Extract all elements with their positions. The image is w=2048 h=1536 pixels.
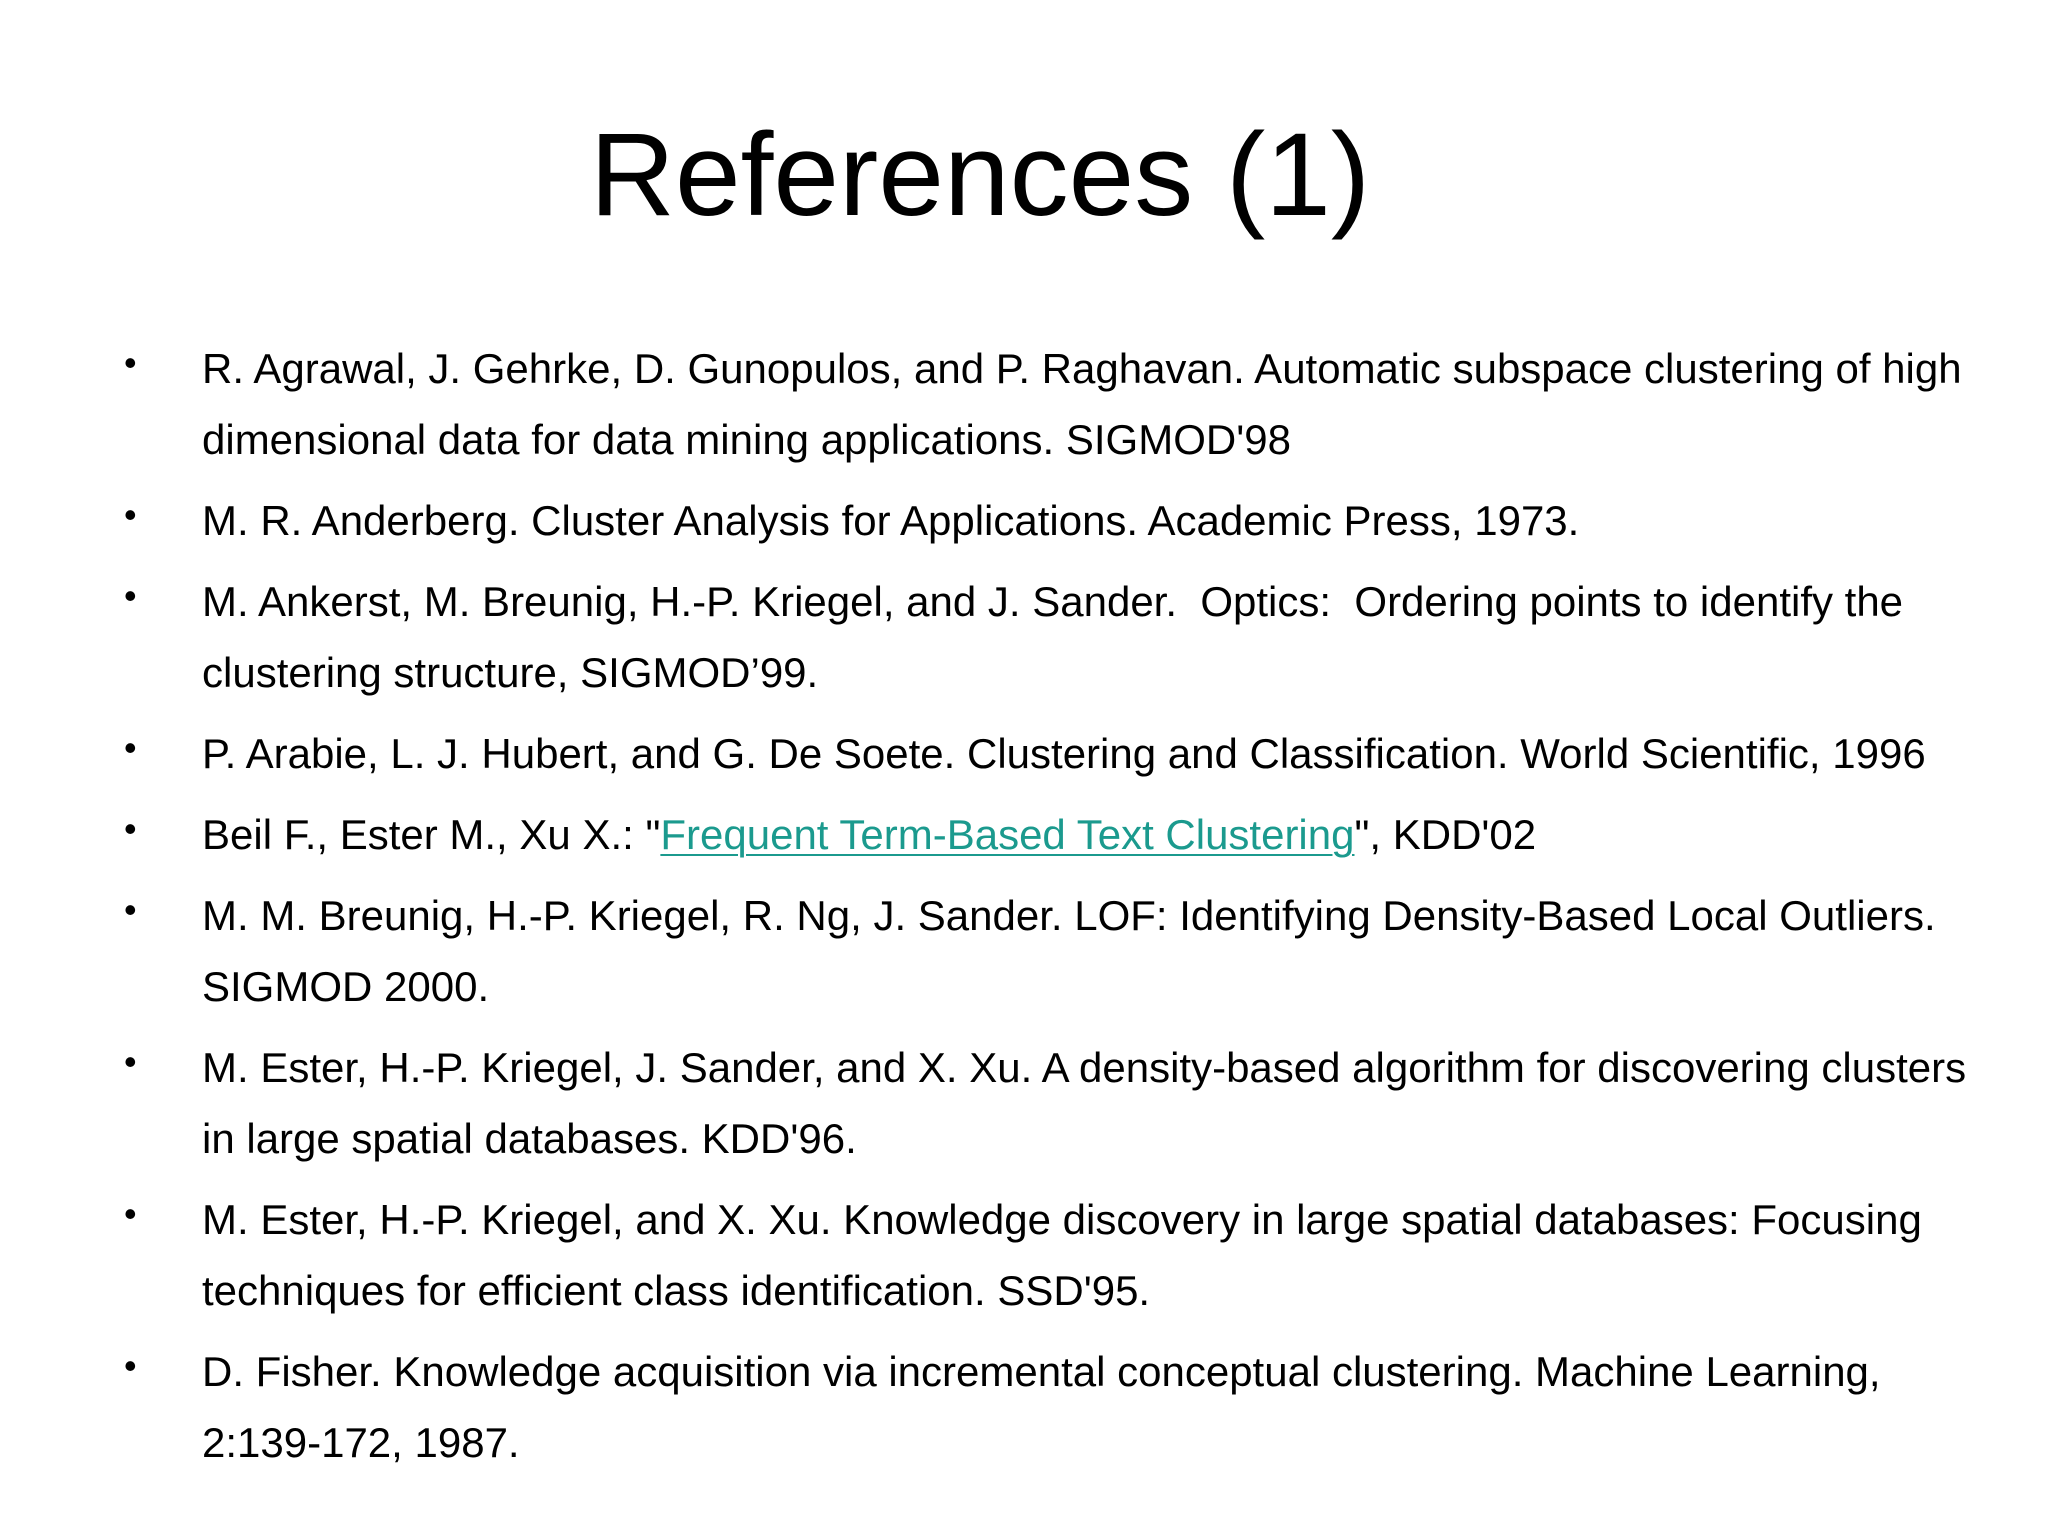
reference-item bbox=[120, 333, 2000, 475]
reference-text: M. Ester, H.-P. Kriegel, and X. Xu. Knowledge discovery in large spatial databases: Focusing techniques for efficient class identification. SSD'95. bbox=[202, 1196, 1922, 1314]
reference-item bbox=[120, 1184, 2000, 1326]
reference-item bbox=[120, 485, 2000, 556]
bullet-icon: • bbox=[124, 342, 137, 383]
reference-item bbox=[120, 566, 2000, 708]
reference-text: M. M. Breunig, H.-P. Kriegel, R. Ng, J. Sander. LOF: Identifying Density-Based Local Outliers. SIGMOD 2000. bbox=[202, 892, 1936, 1010]
reference-text-suffix: ", KDD'02 bbox=[1354, 811, 1537, 858]
bullet-icon: • bbox=[124, 727, 137, 768]
reference-item bbox=[120, 1336, 2000, 1478]
reference-text: R. Agrawal, J. Gehrke, D. Gunopulos, and P. Raghavan. Automatic subspace clustering of high dimensional data for data mining applications. SIGMOD'98 bbox=[202, 345, 1962, 463]
reference-text-prefix: Beil F., Ester M., Xu X.: " bbox=[202, 811, 661, 858]
bullet-icon: • bbox=[124, 494, 137, 535]
bullet-icon: • bbox=[124, 575, 137, 616]
bullet-icon: • bbox=[124, 1193, 137, 1234]
reference-text: M. Ankerst, M. Breunig, H.-P. Kriegel, and J. Sander. Optics: Ordering points to identify the clustering structure, SIGMOD’99. bbox=[202, 578, 1915, 696]
bullet-icon: • bbox=[124, 889, 137, 930]
reference-item bbox=[120, 1032, 2000, 1174]
bullet-icon: • bbox=[124, 1041, 137, 1082]
reference-text: D. Fisher. Knowledge acquisition via incremental conceptual clustering. Machine Learning, 2:139-172, 1987. bbox=[202, 1348, 1881, 1466]
bullet-icon: • bbox=[124, 808, 137, 849]
reference-text: M. R. Anderberg. Cluster Analysis for Applications. Academic Press, 1973. bbox=[202, 497, 1580, 544]
reference-item bbox=[120, 880, 2000, 1022]
reference-item bbox=[120, 718, 2000, 789]
reference-item bbox=[120, 799, 2000, 870]
reference-list bbox=[120, 333, 2000, 1488]
reference-text: M. Ester, H.-P. Kriegel, J. Sander, and X. Xu. A density-based algorithm for discovering clusters in large spatial databases. KDD'96. bbox=[202, 1044, 1967, 1162]
bullet-icon: • bbox=[124, 1345, 137, 1386]
slide-title: References (1) bbox=[589, 109, 1371, 241]
reference-link[interactable]: Frequent Term-Based Text Clustering bbox=[660, 811, 1355, 858]
reference-text: P. Arabie, L. J. Hubert, and G. De Soete. Clustering and Classification. World Scientific, 1996 bbox=[202, 730, 1926, 777]
